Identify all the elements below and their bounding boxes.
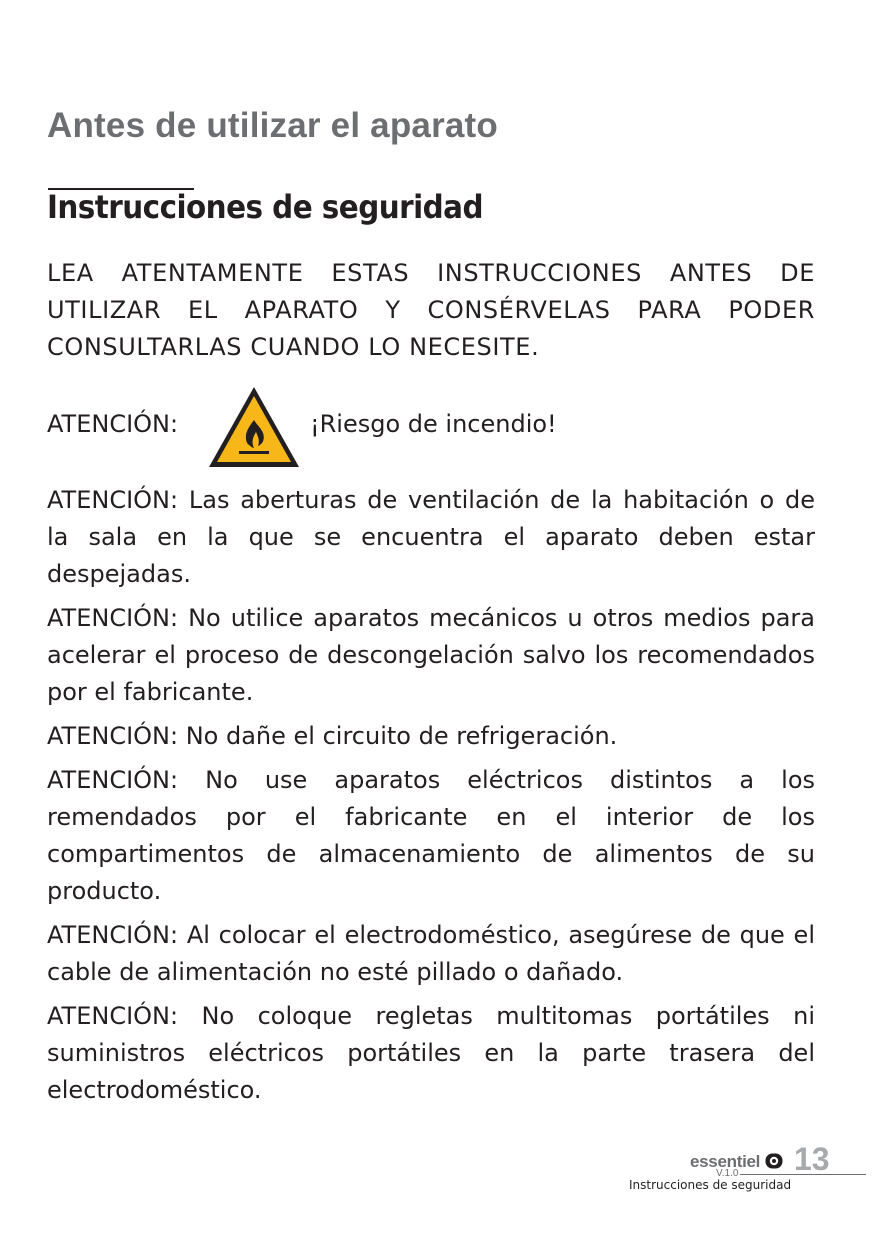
warning-item: ATENCIÓN: No utilice aparatos mecánicos u otros medios para acelerar el proceso de descongelación salvo los recomendados por el fabricante. xyxy=(47,604,815,706)
brand-b-logo-icon xyxy=(765,1153,783,1169)
fire-warning-label: ATENCIÓN: xyxy=(47,410,179,438)
warning-item: ATENCIÓN: No use aparatos eléctricos distintos a los remendados por el fabricante en el interior de los compartimentos de almacenamiento de alimentos de su producto. xyxy=(47,766,815,905)
warning-item: ATENCIÓN: Al colocar el electrodoméstico, asegúrese de que el cable de alimentación no esté pillado o dañado. xyxy=(47,921,815,986)
brand-name: essentiel xyxy=(690,1152,761,1171)
section-heading: Instrucciones de seguridad xyxy=(47,188,483,226)
footer-section-name: Instrucciones de seguridad xyxy=(629,1178,792,1192)
warning-item: ATENCIÓN: No dañe el circuito de refrigeración. xyxy=(47,722,618,750)
fire-warning-text: ¡Riesgo de incendio! xyxy=(310,410,557,438)
intro-text: LEA ATENTAMENTE ESTAS INSTRUCCIONES ANTES DE UTILIZAR EL APARATO Y CONSÉRVELAS PARA PODER CONSULTARLAS CUANDO LO NECESITE. xyxy=(47,259,815,361)
page-title: Antes de utilizar el aparato xyxy=(47,106,498,145)
flammable-warning-icon xyxy=(206,384,302,470)
warning-item: ATENCIÓN: Las aberturas de ventilación de la habitación o de la sala en la que se encuentra el aparato deben estar despejadas. xyxy=(47,486,815,588)
version-label: V.1.0 xyxy=(716,1168,739,1179)
warning-item: ATENCIÓN: No coloque regletas multitomas portátiles ni suministros eléctricos portátiles en la parte trasera del electrodoméstico. xyxy=(47,1002,815,1104)
page-number: 13 xyxy=(794,1141,830,1177)
warnings-list xyxy=(47,482,815,1116)
